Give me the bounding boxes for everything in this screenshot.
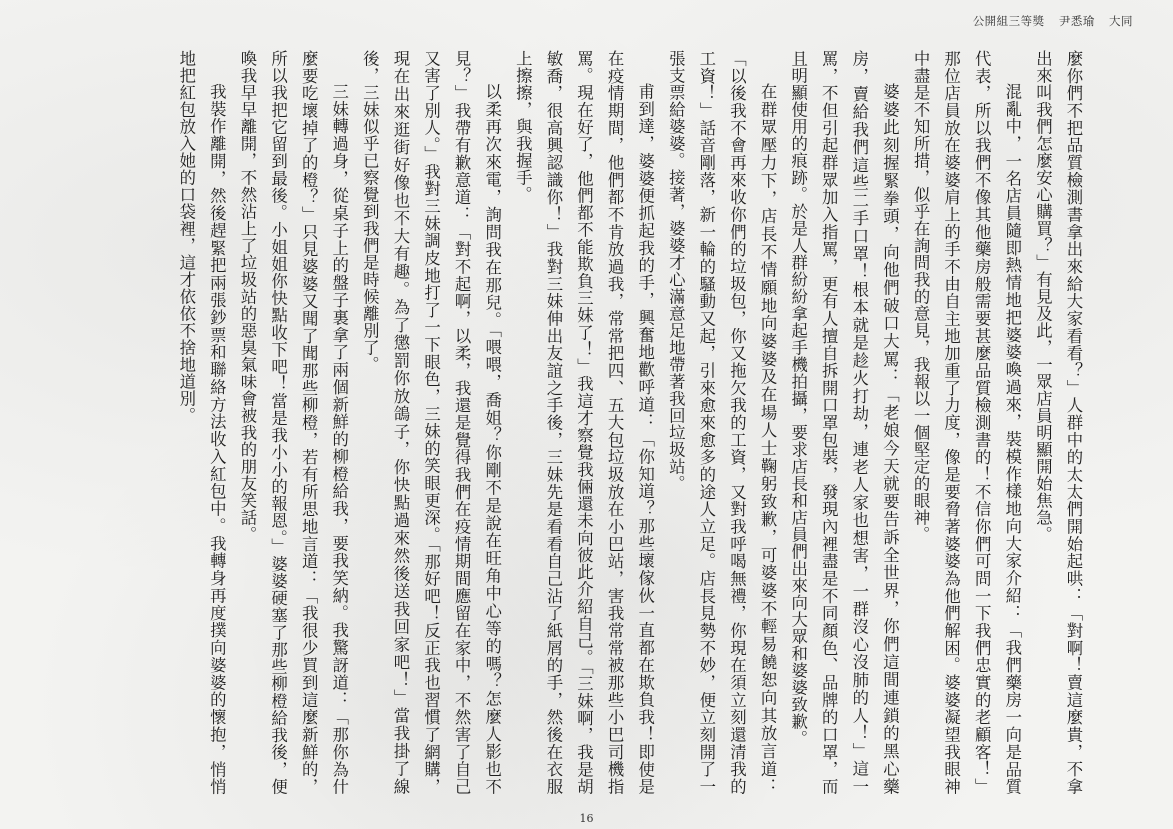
- page-number: 16: [579, 812, 594, 825]
- paragraph: 婆婆此刻握緊拳頭，向他們破口大罵：「老娘今天就要告訴全世界，你們這間連鎖的黑心藥房，賣給我們這些二手口罩！根本就是趁火打劫，連老人家也想害，一群沒心沒肺的人！」這一罵，不但引起群眾加入指罵，更有人擅自拆開口罩包裝，發現內裡盡是不同顏色、品牌的口罩，而且明顯使用的痕跡。於是人群紛紛拿起手機拍攝，要求店長和店員們出來向大眾和婆婆致歉。: [788, 50, 900, 795]
- school-name: 大同: [1109, 14, 1133, 28]
- paragraph: 混亂中，一名店員隨即熱情地把婆婆喚過來，裝模作樣地向大家介紹：「我們藥房一向是品質代表，所以我們不像其他藥房般需要甚麼品質檢測書的！不信你們可問一下我們忠實的老顧客！」那位店員放在婆婆肩上的手不由自主地加重了力度，像是要脅著婆婆為他們解困。婆婆凝望我眼神中盡是不知所措，似乎在詢問我的意見，我報以一個堅定的眼神。: [911, 50, 1022, 795]
- paragraph: 以柔再次來電，詢問我在那兒。「喂喂，喬姐？你剛不是說在旺角中心等的嗎？怎麼人影也不見？」我帶有歉意道：「對不起啊，以柔，我還是覺得我們在疫情期間應留在家中，不然害了自己又害了別人。」我對三妹調皮地打了一下眼色，三妹的笑眼更深。「那好吧！反正我也習慣了網購，現在出來逛街好像也不大有趣。為了懲罰你放鴿子，你快點過來然後送我回家吧！」當我掛了線後，三妹似乎已察覺到我們是時候離別了。: [360, 50, 502, 795]
- paragraph: 麼你們不把品質檢測書拿出來給大家看看？」人群中的太太們開始起哄：「對啊！賣這麼貴，不拿出來叫我們怎麼安心購買？」有見及此，一眾店員明顯開始焦急。: [1033, 50, 1083, 795]
- paragraph: 甫到達，婆婆便抓起我的手，興奮地歡呼道：「你知道？那些壞傢伙一直都在欺負我！即使是在疫情期間，他們都不肯放過我，常常把四、五大包垃圾放在小巴站，害我常常被那些小巴司機指罵。現在好了，他們都不能欺負三妹了！」我這才察覺我倆還未向彼此介紹自己。「三妹啊，我是胡敏喬，很高興認識你！」我對三妹伸出友誼之手後，三妹先是看看自己沾了紙屑的手，然後在衣服上擦擦，與我握手。: [513, 50, 655, 795]
- paragraph: 三妹轉過身，從桌子上的盤子裏拿了兩個新鮮的柳橙給我，要我笑納。我驚訝道：「那你為什麼要吃壞掉了的橙？」只見婆婆又聞了聞那些柳橙，若有所思地言道：「我很少買到這麼新鮮的，所以我把它留到最後。小姐姐你快點收下吧！當是我小小的報恩。」婆婆硬塞了那些柳橙給我後，便喚我早早離開，不然沾上了垃圾站的惡臭氣味會被我的朋友笑話。: [237, 50, 349, 795]
- essay-body: [78, 50, 1088, 795]
- running-header: [963, 13, 1133, 29]
- paragraph: 在群眾壓力下，店長不情願地向婆婆及在場人士鞠躬致歉，可婆婆不輕易饒恕向其放言道：「以後我不會再來收你們的垃圾包，你又拖欠我的工資，又對我呼喝無禮，你現在須立刻還清我的工資！」話音剛落，新一輪的騷動又起，引來愈來愈多的途人立足。店長見勢不妙，便立刻開了一張支票給婆婆。接著，婆婆才心滿意足地帶著我回垃圾站。: [666, 50, 778, 795]
- paragraph: 我裝作離開，然後趕緊把兩張鈔票和聯絡方法收入紅包中。我轉身再度撲向婆婆的懷抱，悄悄地把紅包放入她的口袋裡，這才依依不捨地道別。: [176, 50, 227, 795]
- award-category: 公開組三等獎: [972, 14, 1045, 28]
- author-name: 尹悉瑜: [1058, 14, 1095, 28]
